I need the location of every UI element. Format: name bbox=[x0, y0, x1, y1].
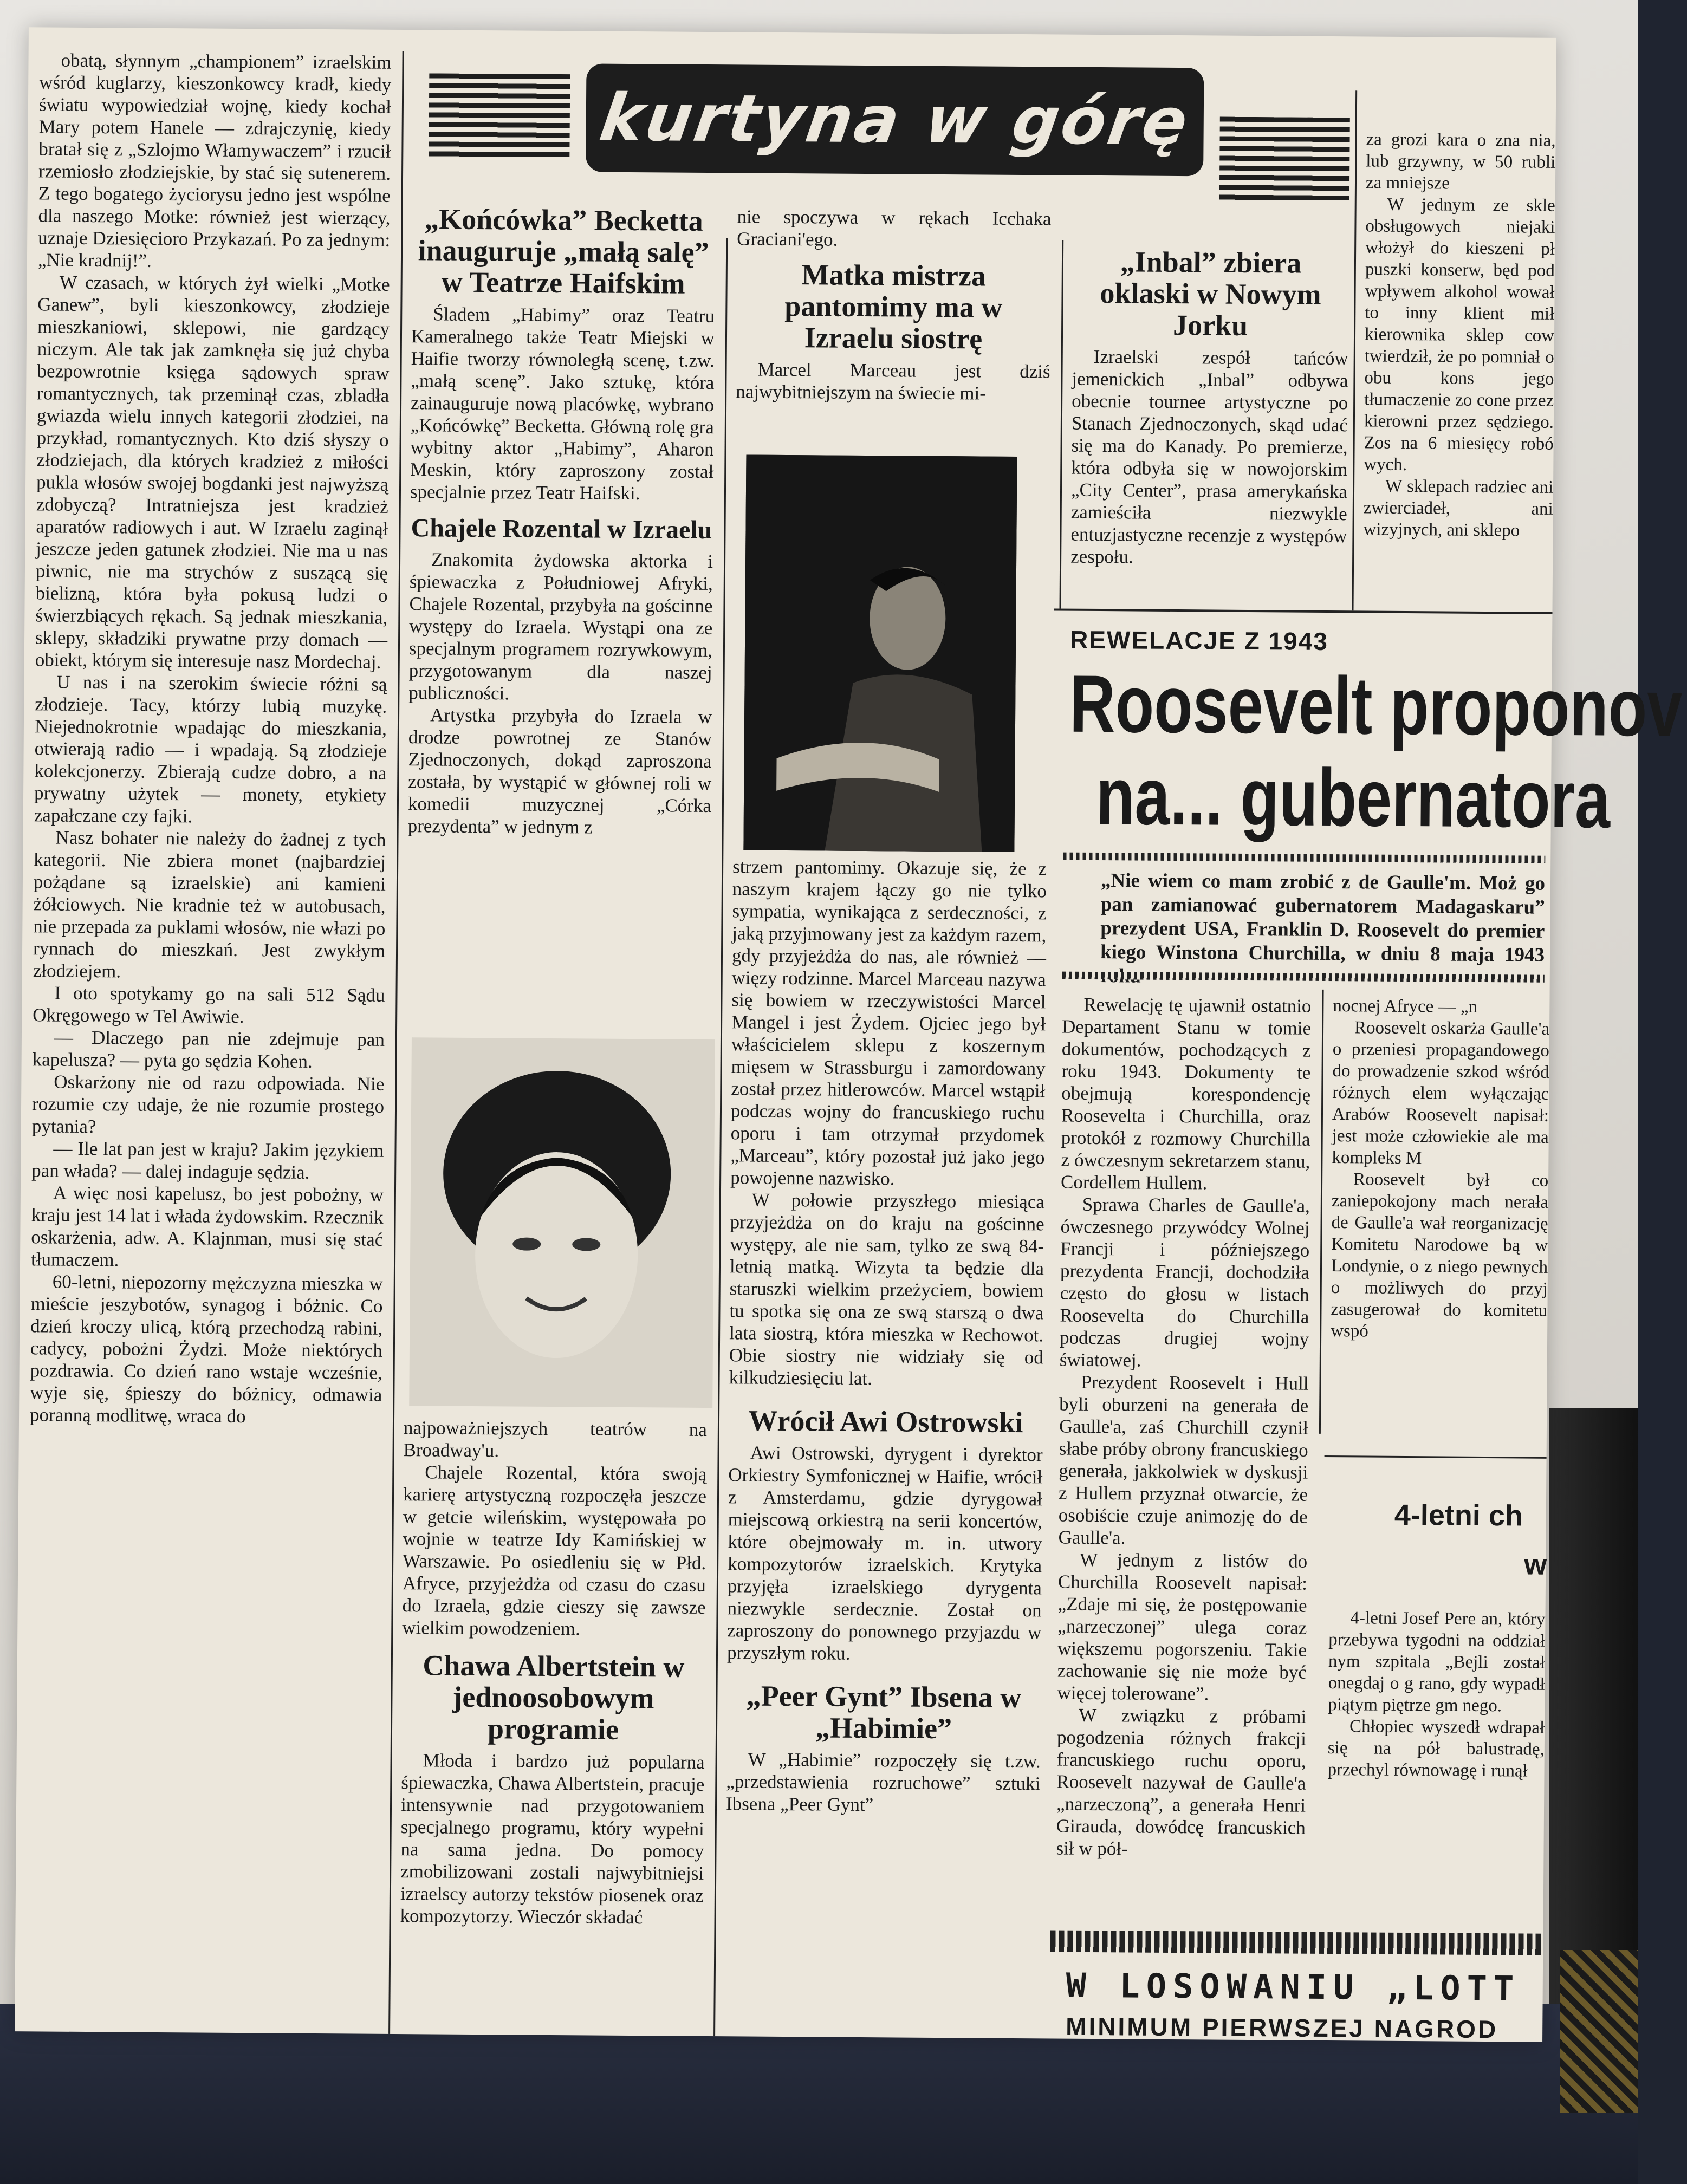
masthead-title: kurtyna w górę bbox=[595, 80, 1195, 160]
fourletni-column bbox=[1327, 1607, 1546, 1912]
column-2 bbox=[406, 203, 716, 1039]
paragraph: Artystka przybyła do Izraela w drodze powrotnej ze Stanów Zjednoczonych, dokąd zaproszona została, by wystąpić w głównej roli w komedii muzycznej „Córka prezydenta” w jednym z bbox=[407, 704, 712, 838]
headline-ostrowski: Wrócił Awi Ostrowski bbox=[748, 1404, 1023, 1439]
paragraph: Izraelski zespół tańców jemenickich „Inbal” odbywa obecnie tournee artystyczne po Stanach Zjednoczonych, skąd udać się ma do Kanady. Po premierze, która odbyła się w nowojorskim „City Center”, prasa amerykańska zamieściła niezwykle entuzjastyczne recenzje z występów zespołu. bbox=[1070, 346, 1348, 568]
paragraph: W jednym z listów do Churchilla Roosevelt napisał: „Zdaje mi się, że postępowanie „narzeczonej” ulega coraz większemu pogorszeniu. Takie zachowanie się nie może być więcej tolerowane”. bbox=[1057, 1549, 1308, 1705]
paragraph: — Ile lat pan jest w kraju? Jakim językiem pan włada? — dalej indaguje sędzia. bbox=[31, 1138, 384, 1183]
right-patterned-object bbox=[1560, 1950, 1638, 2112]
paragraph: U nas i na szerokim świecie różni są złodzieje. Tacy, którzy lubią muzykę. Niejednokrotnie wpadając do mieszkania, otwierają radio — i wpadają. Są złodzieje kolekcjonerzy. Zbierają cudze dobro, a na prywatny użytek — monety, etykiety zapałczane czy fajki. bbox=[34, 671, 387, 827]
paragraph: W połowie przyszłego miesiąca przyjeżdża on do kraju na gościnne występy, ale nie sam, tylko ze swą 84-letnią matką. Wizyta ta będzie dla staruszki wielkim przeżyciem, bowiem tu spotka się ona ze swą starszą o dwa lata siostrą, która mieszka w Rechowot. Obie siostry nie widziały się od kilkudziesięciu lat. bbox=[729, 1189, 1044, 1389]
paragraph: nie spoczywa w rękach Icchaka Graciani'ego. bbox=[737, 206, 1052, 250]
paragraph: Młoda i bardzo już popularna śpiewaczka, Chawa Albertstein, pracuje intensywnie nad przygotowaniem specjalnego programu, który wypełni na sama jedna. Do pomocy zmobilizowani zostali najwybitniejsi izraelscy autorzy tekstów piosenek oraz kompozytorzy. Wieczór składać bbox=[400, 1750, 705, 1928]
headline-chawa: Chawa Albertstein w jednoosobowym programie bbox=[423, 1649, 685, 1746]
paragraph: Prezydent Roosevelt i Hull byli oburzeni na generała de Gaulle'a, zaś Churchill czynił słabe próby obrony francuskiego generała, jakkolwiek w dyskusji z Hullem przyznał otwarcie, że osobiście czuje animozję do de Gaulle'a. bbox=[1058, 1371, 1309, 1549]
paragraph: najpoważniejszych teatrów na Broadway'u. bbox=[403, 1417, 708, 1461]
paragraph: Nasz bohater nie należy do żadnej z tych kategorii. Nie zbiera monet (najbardziej pożądane są izraelskie) ani kamieni żółciowych. Nie kradnie też w autobusach, nie przepada za puklami włosów, nie włazi po rynnach do mieszkań. Jest zwykłym złodziejem. bbox=[33, 827, 386, 982]
column-4 bbox=[1070, 246, 1349, 606]
column-5 bbox=[1363, 128, 1556, 606]
column-rule bbox=[1352, 90, 1357, 610]
newspaper-page bbox=[15, 27, 1683, 2044]
section-rule bbox=[1325, 1455, 1547, 1459]
masthead-hatch-left bbox=[429, 73, 570, 161]
paragraph: W jednym ze skle obsługowych niejaki włożył do kieszeni pł puszki konserw, będ pod wpływem alkohol wował to inny klient mił kierownika sklep cow twierdził, że po pomniał o obu kons jego tłumaczenie zo cone przez kierowni przez sędziego. Zos na 6 miesięcy robó wych. bbox=[1364, 194, 1555, 474]
quote-roosevelt: „Nie wiem co mam zrobić z de Gaulle'm. Moż go pan zamianować gubernatorem Madagaskaru” prezydent USA, Franklin D. Roosevelt do premier kiego Winstona Churchilla, w dniu 8 maja 1943 bbox=[1100, 869, 1546, 966]
headline-4letni-2: w bbox=[1523, 1548, 1547, 1581]
headline-peer-gynt: „Peer Gynt” Ibsena w „Habimie” bbox=[746, 1679, 1022, 1745]
headline-koncowka: „Końcówka” Becketta inauguruje „małą salę” w Teatrze Haifskim bbox=[418, 203, 709, 300]
portrait-woman-icon bbox=[409, 1037, 715, 1408]
paragraph: Awi Ostrowski, dyrygent i dyrektor Orkiestry Symfonicznej w Haifie, wrócił z Amsterdamu, gdzie dyrygował miejscową orkiestrą na serii koncertów, które obejmowały m. in. utwory kompozytorów izraelskich. Krytyka przyjęła izraelskiego dyrygenta niezwykle serdecznie. Został on zaproszony do ponownego przyjazdu w przyszłym roku. bbox=[726, 1442, 1043, 1664]
paragraph: W sklepach radziec ani zwierciadeł, ani wizyjnych, ani sklepo bbox=[1363, 476, 1554, 541]
paragraph: W związku z próbami pogodzenia różnych frakcji francuskiego ruchu oporu, Roosevelt nazywał de Gaulle'a „narzeczoną”, a generała Henri Girauda, dowódcę francuskich sił w pół- bbox=[1056, 1704, 1307, 1860]
headline-roosevelt-1: Roosevelt proponov bbox=[1069, 658, 1683, 753]
column-rule bbox=[1319, 990, 1324, 1434]
paragraph: obatą, słynnym „championem” izraelskim wśród kuglarzy, kieszonkowcy kradł, kiedy światu wypowiedział wojnę, kiedy kochał Mary potem Hanele — zdrajczynię, kiedy bratał się z „Szlojmo Włamywaczem” i rzucił rzemiosło złodziejskie, by stać się sutenerem. Z tego bogatego życiorysu jedno jest wspólne dla naszego Motke: również jest wierzący, uznaje Dziesięcioro Przykazań. Po za jednym: „Nie kradnij!”. bbox=[37, 49, 392, 271]
headline-4letni-1: 4-letni ch bbox=[1394, 1498, 1523, 1532]
paragraph: Rewelację tę ujawnił ostatnio Departament Stanu w tomie dokumentów, pochodzących z roku 1943. Dokumenty te obejmują korespondencję Roosevelta i Churchilla, oraz protokół z rozmowy Churchilla z ówczesnym sekretarzem stanu, Cordellem Hullem. bbox=[1060, 993, 1312, 1194]
paragraph: Sprawa Charles de Gaulle'a, ówczesnego przywódcy Wolnej Francji i późniejszego prezydenta Francji, dochodziła często do głosu w listach Roosevelta do Churchilla podczas drugiej wojny światowej. bbox=[1059, 1193, 1310, 1371]
roosevelt-column-a bbox=[1056, 993, 1312, 1927]
paragraph: za grozi kara o zna nia, lub grzywny, w 50 rubli za mniejsze bbox=[1365, 129, 1556, 193]
paragraph: A więc nosi kapelusz, bo jest pobożny, w kraju jest 14 lat i włada żydowskim. Rzecznik oskarżenia, adw. A. Klajnman, musi się stać tłumaczem. bbox=[30, 1182, 384, 1271]
lotto-border bbox=[1050, 1930, 1543, 1955]
section-rule bbox=[1054, 608, 1552, 614]
paragraph: nocnej Afryce — „n bbox=[1333, 996, 1478, 1017]
paragraph: Chajele Rozental, która swoją karierę artystyczną rozpoczęła jeszcze w getcie wileńskim, występowała po wojnie w teatrze Idy Kamińskiej w Warszawie. Po osiedleniu się w Płd. Afryce, przyjeżdża od czasu do czasu do Izraela, gdzie cieszy się zawsze wielkim powodzeniem. bbox=[402, 1461, 707, 1640]
paragraph: — Dlaczego pan nie zdejmuje pan kapelusza? — pyta go sędzia Kohen. bbox=[32, 1026, 385, 1072]
paragraph: Śladem „Habimy” oraz Teatru Kameralnego także Teatr Miejski w Haifie tworzy równoległą scenę, t.zw. „małą scenę”. Jako sztukę, która zainauguruje nową placówkę, wybrano „Końcówkę” Becketta. Główną rolę gra wybitny aktor „Habimy”, Aharon Meskin, który zaproszony został specjalnie przez Teatr Haifski. bbox=[410, 303, 715, 504]
headline-roosevelt-2: na... gubernatora bbox=[1095, 750, 1611, 845]
column-3 bbox=[736, 205, 1052, 446]
roosevelt-column-b bbox=[1330, 995, 1550, 1430]
column-rule bbox=[713, 238, 728, 2036]
column-3-bottom bbox=[724, 855, 1047, 2038]
photo-marceau-mother bbox=[743, 454, 1017, 851]
paragraph: Marcel Marceau jest dziś najwybitniejszym na świecie mi- bbox=[736, 359, 1050, 404]
headline-inbal: „Inbal” zbiera oklaski w Nowym Jorku bbox=[1100, 245, 1321, 342]
kicker-rewelacje: REWELACJE Z 1943 bbox=[1069, 625, 1329, 655]
masthead bbox=[586, 63, 1204, 176]
column-2-bottom bbox=[399, 1416, 707, 2036]
paragraph: strzem pantomimy. Okazuje się, że z naszym krajem łączy go nie tylko sympatia, wynikająca z serdeczności, z jaką przyjmowany jest za każdym razem, gdy przyjeżdża do nas, ale również — więzy rodzinne. Marcel Marceau nazywa się bowiem w rzeczywistości Marcel Mangel i jest Żydem. Ojciec jego był właścicielem sklepu z koszernym mięsem w Strassburgu i zamordowany został przez hitlerowców. Marcel wstąpił podczas wojny do francuskiego ruchu oporu i tam otrzymał przydomek „Marceau”, który pozostał już jako jego powojenne nazwisko. bbox=[730, 856, 1047, 1190]
paragraph: 4-letni Josef Pere an, który przebywa tygodni na oddział nym szpitala „Bejli został onegdaj o g rano, gdy wypadł piątym piętrze gm nego. bbox=[1328, 1608, 1546, 1716]
headline-matka: Matka mistrza pantomimy ma w Izraelu siostrę bbox=[784, 258, 1003, 355]
column-rule bbox=[1060, 240, 1064, 609]
paragraph: I oto spotykamy go na sali 512 Sądu Okręgowego w Tel Awiwie. bbox=[33, 982, 385, 1028]
portrait-woman-dark-icon bbox=[743, 454, 1017, 851]
paragraph: Oskarżony nie od razu odpowiada. Nie rozumie czy udaje, że nie rozumie prostego pytania? bbox=[31, 1071, 385, 1138]
paragraph: W „Habimie” rozpoczęły się t.zw. „przedstawienia rozruchowe” sztuki Ibsena „Peer Gynt” bbox=[725, 1748, 1041, 1816]
right-dark-object bbox=[1549, 1408, 1638, 2004]
lotto-line-1: W LOSOWANIU „LOTT bbox=[1066, 1965, 1521, 2008]
paragraph: Chłopiec wyszedł wdrapał się na pół balustradę, przechyl równowagę i runął bbox=[1327, 1717, 1545, 1781]
headline-chajele: Chajele Rozental w Izraelu bbox=[411, 514, 712, 545]
paragraph: Znakomita żydowska aktorka i śpiewaczka z Południowej Afryki, Chajele Rozental, przybyła na gościnne występy do Izraela. Wystąpi ona ze specjalnym programem rozrywkowym, przygotowanym dla naszej publiczności. bbox=[408, 549, 713, 704]
paragraph: Roosevelt oskarża Gaulle'a o przeniesi propagandowego do prowadzenie szkod wśród różnych elem wyłączając Arabów Roosevelt napisał: jest może człowiekie ale ma kompleks M bbox=[1332, 1018, 1550, 1168]
quote-border-top bbox=[1063, 853, 1545, 863]
paragraph: Roosevelt był co zaniepokojony mach nerała de Gaulle'a wał reorganizację Komitetu Narodowe bą w Londynie, o z niego pewnych o możliwych do przyj zasugerował do komitetu wspó bbox=[1331, 1169, 1549, 1341]
paragraph: W czasach, w których żył wielki „Motke Ganew”, byli kieszonkowcy, złodzieje mieszkaniowi, sklepowi, nie gardzący niczym. Ale tak jak zamknęła się już chyba bezpowrotnie księga sądowych spraw romantycznych, tak przeminął czas, zbladła gwiazda wielu innych kategorii złodziei, na przykład, romantycznych. Kto dziś słyszy o złodziejach, dla których kradzież z miłości pukla włosów swojej bogdanki jest najwyższą zdobyczą? Intratniejsza jest kradzież aparatów radiowych i aut. W Izraelu zaginął jeszcze jeden gatunek złodziei. Nie ma u nas piwnic, nie ma strychów z suszącą się bielizną, która była pokusą ludzi o świerzbiących rękach. Są jednak mieszkania, sklepy, składziki prywatne przy domach — obiekt, którym się interesuje nasz Mordechaj. bbox=[35, 271, 390, 673]
column-1 bbox=[25, 49, 392, 2033]
lotto-line-2: MINIMUM PIERWSZEJ NAGROD bbox=[1066, 2012, 1498, 2044]
masthead-hatch-right bbox=[1219, 117, 1350, 205]
photo-chajele-rozental bbox=[409, 1037, 715, 1408]
paragraph: 60-letni, niepozorny mężczyzna mieszka w mieście jeszybotów, synagog i bóżnic. Co dzień kroczy ulicą, którą przechodzą rabini, cadycy, pobożni Żydzi. Może niektórych pozdrawia. Co dzień rano wstaje wcześnie, wyje się, śpieszy do bóżnicy, odmawia poranną modlitwę, wraca do bbox=[29, 1271, 383, 1427]
